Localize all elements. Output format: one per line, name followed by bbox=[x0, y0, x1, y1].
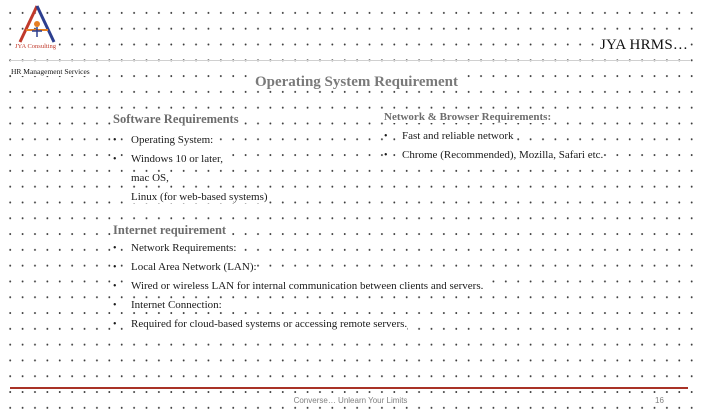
footer-slogan: Converse… Unlearn Your Limits bbox=[293, 396, 408, 405]
list-item-continuation: Linux (for web-based systems) bbox=[131, 191, 268, 203]
footer-divider bbox=[10, 387, 688, 389]
header-divider bbox=[10, 60, 690, 61]
bullet-icon: • bbox=[113, 154, 117, 165]
internet-list bbox=[113, 239, 483, 334]
software-section-title: Software Requirements bbox=[113, 112, 239, 126]
bullet-icon: • bbox=[113, 319, 117, 330]
network-section-title: Network & Browser Requirements: bbox=[384, 111, 552, 123]
internet-section-title: Internet requirement bbox=[113, 223, 227, 237]
brand-title: JYA HRMS… bbox=[600, 37, 689, 53]
bullet-icon: • bbox=[384, 150, 388, 161]
bullet-icon: • bbox=[113, 262, 117, 273]
list-item: • Network Requirements: bbox=[113, 239, 483, 258]
list-item-continuation: mac OS, bbox=[131, 172, 169, 184]
bullet-icon: • bbox=[113, 281, 117, 292]
network-list bbox=[384, 127, 603, 165]
list-item: • Operating System: bbox=[113, 131, 268, 150]
page-number: 16 bbox=[655, 396, 664, 405]
list-item: • Wired or wireless LAN for internal communication between clients and servers. bbox=[113, 277, 483, 296]
list-item: • Local Area Network (LAN): bbox=[113, 258, 483, 277]
bullet-icon: • bbox=[113, 135, 117, 146]
slide-title: Operating System Requirement bbox=[254, 74, 459, 90]
list-item: • Windows 10 or later, bbox=[113, 150, 268, 169]
list-item: • Required for cloud-based systems or accessing remote servers. bbox=[113, 315, 483, 334]
logo-text: JYA Consulting bbox=[15, 43, 56, 50]
list-item: • Chrome (Recommended), Mozilla, Safari etc. bbox=[384, 146, 603, 165]
list-item: • Internet Connection: bbox=[113, 296, 483, 315]
list-item: • Fast and reliable network bbox=[384, 127, 603, 146]
bullet-icon: • bbox=[113, 243, 117, 254]
software-list bbox=[113, 131, 268, 207]
bullet-icon: • bbox=[384, 131, 388, 142]
bullet-icon: • bbox=[113, 300, 117, 311]
tagline: HR Management Services bbox=[11, 67, 90, 76]
